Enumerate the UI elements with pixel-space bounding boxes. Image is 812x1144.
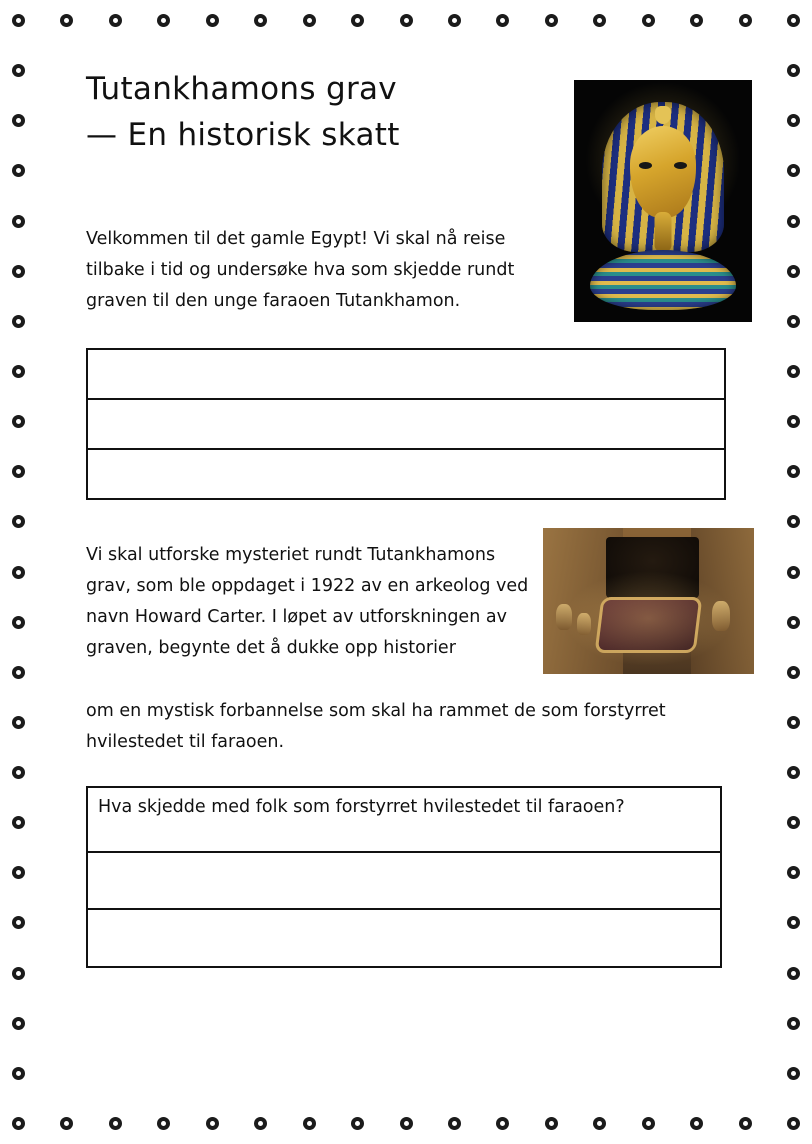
border-dot-top	[593, 14, 606, 27]
border-dot-top	[303, 14, 316, 27]
border-dot-right	[787, 164, 800, 177]
border-dot-bottom	[739, 1117, 752, 1130]
border-dot-top	[254, 14, 267, 27]
border-dot-right	[787, 916, 800, 929]
mask-face	[630, 126, 696, 218]
border-dot-right	[787, 566, 800, 579]
border-dot-right	[787, 1017, 800, 1030]
border-dot-left	[12, 866, 25, 879]
mask-eye-right	[674, 162, 687, 169]
answer-box-2[interactable]	[86, 786, 722, 968]
border-dot-right	[787, 415, 800, 428]
border-dot-left	[12, 816, 25, 829]
border-dot-top	[642, 14, 655, 27]
mask-eye-left	[639, 162, 652, 169]
border-dot-bottom	[496, 1117, 509, 1130]
border-dot-left	[12, 666, 25, 679]
answer-line[interactable]	[88, 450, 724, 500]
border-dot-top	[690, 14, 703, 27]
intro-paragraph: Velkommen til det gamle Egypt! Vi skal nå reise tilbake i tid og undersøke hva som skjedde rundt graven til den unge faraoen Tutankhamon.	[86, 229, 515, 311]
border-dot-bottom	[351, 1117, 364, 1130]
question-text: Hva skjedde med folk som forstyrret hvilestedet til faraoen?	[88, 788, 720, 853]
border-dot-left	[12, 1017, 25, 1030]
border-dot-left	[12, 616, 25, 629]
border-dot-top	[157, 14, 170, 27]
border-dot-right	[787, 465, 800, 478]
border-dot-right	[787, 666, 800, 679]
border-dot-left	[12, 64, 25, 77]
border-dot-bottom	[690, 1117, 703, 1130]
border-dot-bottom	[642, 1117, 655, 1130]
answer-line[interactable]	[88, 910, 720, 967]
border-dot-top	[448, 14, 461, 27]
border-dot-left	[12, 114, 25, 127]
border-dot-bottom	[787, 1117, 800, 1130]
border-dot-bottom	[303, 1117, 316, 1130]
border-dot-bottom	[545, 1117, 558, 1130]
border-dot-top	[496, 14, 509, 27]
border-dot-left	[12, 465, 25, 478]
page-title-line-1: Tutankhamons grav	[86, 71, 397, 107]
tutankhamun-mask-image	[574, 80, 752, 322]
border-dot-left	[12, 967, 25, 980]
border-dot-top	[109, 14, 122, 27]
tomb-chamber-image	[543, 528, 754, 674]
border-dot-left	[12, 164, 25, 177]
border-dot-top	[400, 14, 413, 27]
border-dot-bottom	[448, 1117, 461, 1130]
border-dot-bottom	[157, 1117, 170, 1130]
border-dot-bottom	[109, 1117, 122, 1130]
border-dot-bottom	[593, 1117, 606, 1130]
border-dot-right	[787, 215, 800, 228]
border-dot-top	[60, 14, 73, 27]
answer-line[interactable]	[88, 350, 724, 400]
mask-uraeus-icon	[655, 106, 671, 124]
border-dot-bottom	[60, 1117, 73, 1130]
border-dot-top	[787, 14, 800, 27]
border-dot-left	[12, 916, 25, 929]
mask-beard	[655, 212, 672, 252]
answer-box-1[interactable]	[86, 348, 726, 500]
border-dot-right	[787, 766, 800, 779]
tomb-light-glow	[543, 528, 754, 674]
border-dot-left	[12, 515, 25, 528]
border-dot-top	[351, 14, 364, 27]
border-dot-bottom	[12, 1117, 25, 1130]
border-dot-left	[12, 1067, 25, 1080]
exploration-paragraph: Vi skal utforske mysteriet rundt Tutankhamons grav, som ble oppdaget i 1922 av en arkeolog ved navn Howard Carter. I løpet av utforskningen av graven, begynte det å dukke opp historier	[86, 545, 529, 658]
border-dot-bottom	[400, 1117, 413, 1130]
border-dot-right	[787, 816, 800, 829]
border-dot-left	[12, 365, 25, 378]
border-dot-left	[12, 265, 25, 278]
border-dot-bottom	[254, 1117, 267, 1130]
page-title-line-2: — En historisk skatt	[86, 117, 400, 153]
answer-line[interactable]	[88, 400, 724, 450]
border-dot-left	[12, 415, 25, 428]
exploration-paragraph-continued: om en mystisk forbannelse som skal ha rammet de som forstyrret hvilestedet til faraoen.	[86, 701, 666, 752]
border-dot-right	[787, 515, 800, 528]
border-dot-right	[787, 265, 800, 278]
border-dot-top	[206, 14, 219, 27]
border-dot-right	[787, 716, 800, 729]
border-dot-right	[787, 866, 800, 879]
answer-line[interactable]	[88, 853, 720, 910]
border-dot-left	[12, 215, 25, 228]
border-dot-left	[12, 566, 25, 579]
border-dot-right	[787, 114, 800, 127]
border-dot-right	[787, 315, 800, 328]
border-dot-right	[787, 365, 800, 378]
border-dot-right	[787, 1067, 800, 1080]
border-dot-top	[545, 14, 558, 27]
border-dot-left	[12, 766, 25, 779]
border-dot-left	[12, 716, 25, 729]
border-dot-top	[739, 14, 752, 27]
border-dot-right	[787, 64, 800, 77]
border-dot-top	[12, 14, 25, 27]
border-dot-right	[787, 967, 800, 980]
border-dot-bottom	[206, 1117, 219, 1130]
border-dot-right	[787, 616, 800, 629]
border-dot-left	[12, 315, 25, 328]
